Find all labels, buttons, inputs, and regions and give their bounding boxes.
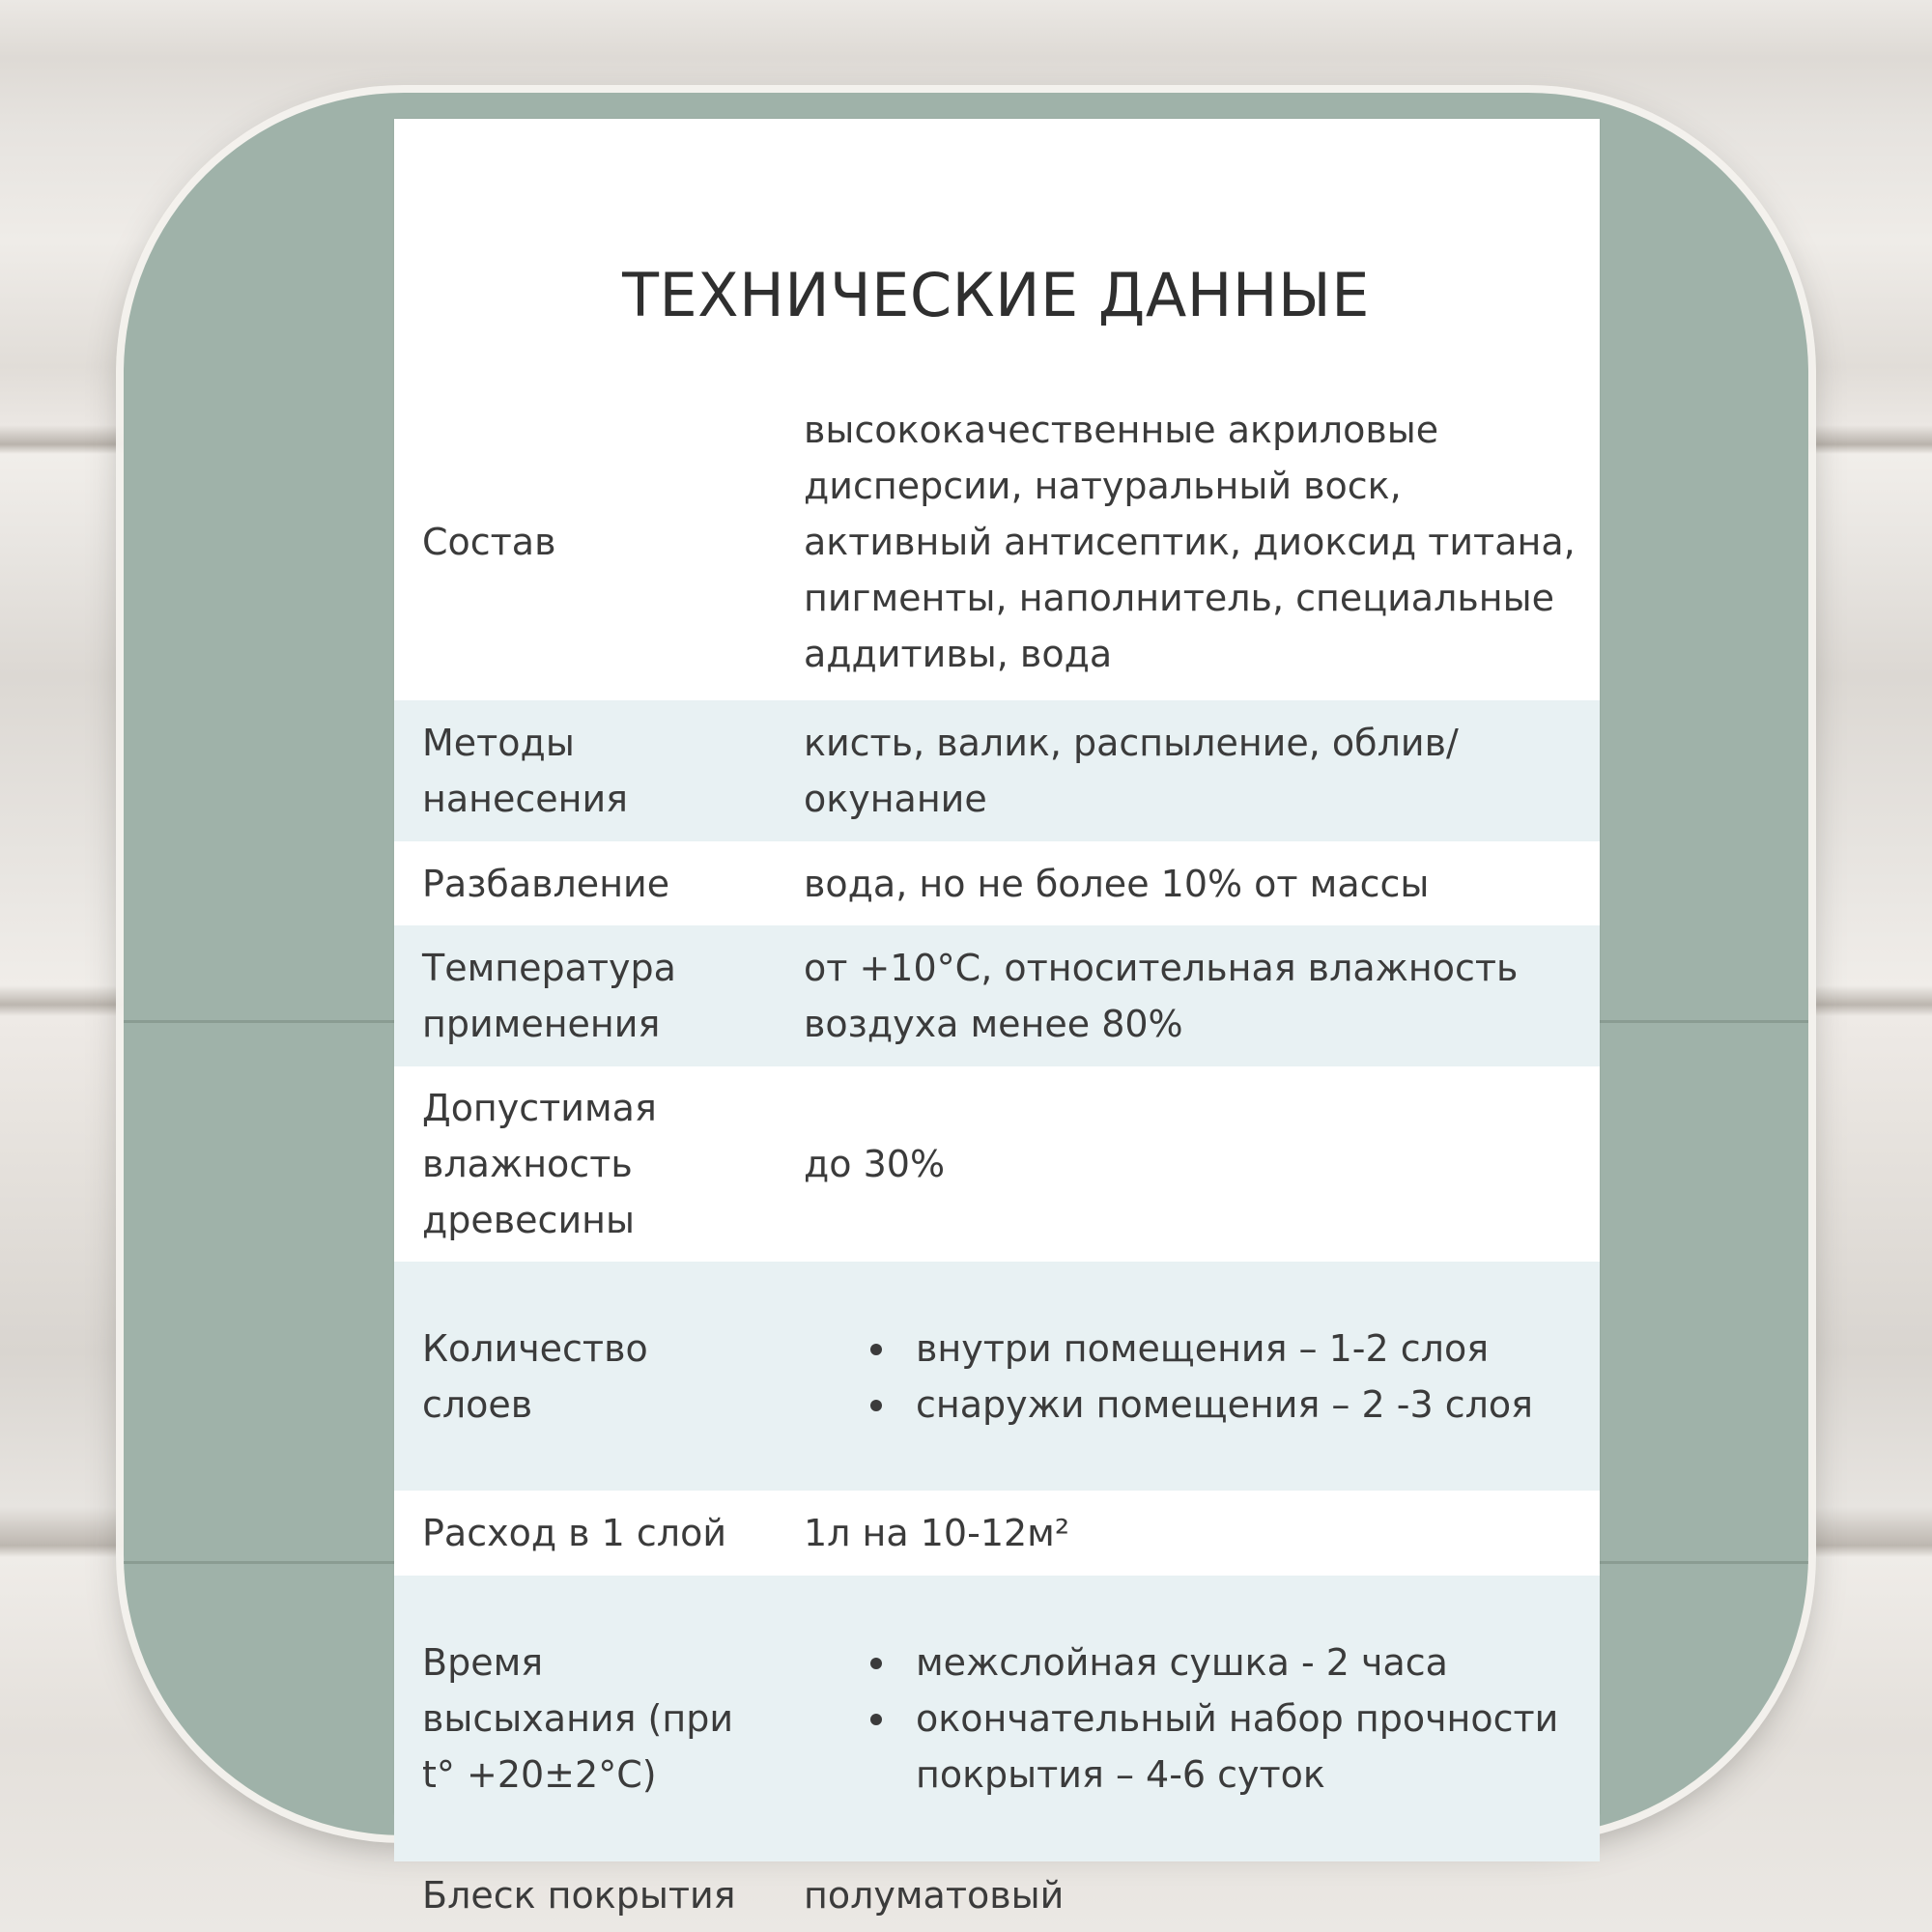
row-value: 1л на 10-12м² [804,1512,1070,1554]
table-row-drying-time [394,1576,1600,1861]
table-row-wood-moisture [394,1066,1600,1262]
row-label: Разбавление [422,862,670,905]
row-value: до 30% [804,1143,946,1185]
row-value: вода, но не более 10% от массы [804,862,1430,905]
row-value [804,1634,1577,1803]
table-row-gloss [394,1861,1600,1929]
row-label: Расход в 1 слой [422,1512,727,1554]
row-value: полуматовый [804,1874,1065,1917]
list-item: внутри помещения – 1-2 слоя [804,1321,1577,1377]
row-label: Температура применения [422,947,676,1045]
row-label: Состав [422,521,556,563]
row-label: Количество слоев [422,1326,648,1426]
table-row-application-temperature [394,925,1600,1066]
bullet-list [804,1634,1577,1803]
table-row-composition [394,384,1600,700]
table-row-coat-count [394,1262,1600,1491]
row-value: от +10°С, относительная влажность воздуха менее 80% [804,947,1519,1045]
sheet-title: ТЕХНИЧЕСКИЕ ДАННЫЕ [622,260,1370,330]
row-value: кисть, валик, распыление, облив/ окунание [804,722,1459,820]
table-row-application-methods [394,700,1600,841]
row-label: Методы нанесения [422,722,629,820]
row-value: высококачественные акриловые дисперсии, натуральный воск, активный антисептик, диоксид титана, пигменты, наполнитель, специальные аддитивы, вода [804,409,1576,675]
row-label: Блеск покрытия [422,1874,736,1917]
list-item: окончательный набор прочности покрытия – 4-6 суток [804,1690,1577,1803]
bullet-list [804,1321,1577,1433]
row-value [804,1321,1577,1433]
row-label: Допустимая влажность древесины [422,1087,657,1241]
table-row-dilution [394,841,1600,925]
row-label: Время высыхания (при t° +20±2°С) [422,1641,734,1796]
table-row-consumption [394,1491,1600,1576]
list-item: межслойная сушка - 2 часа [804,1634,1577,1690]
tech-data-sheet [394,119,1600,1917]
list-item: снаружи помещения – 2 -3 слоя [804,1377,1577,1433]
